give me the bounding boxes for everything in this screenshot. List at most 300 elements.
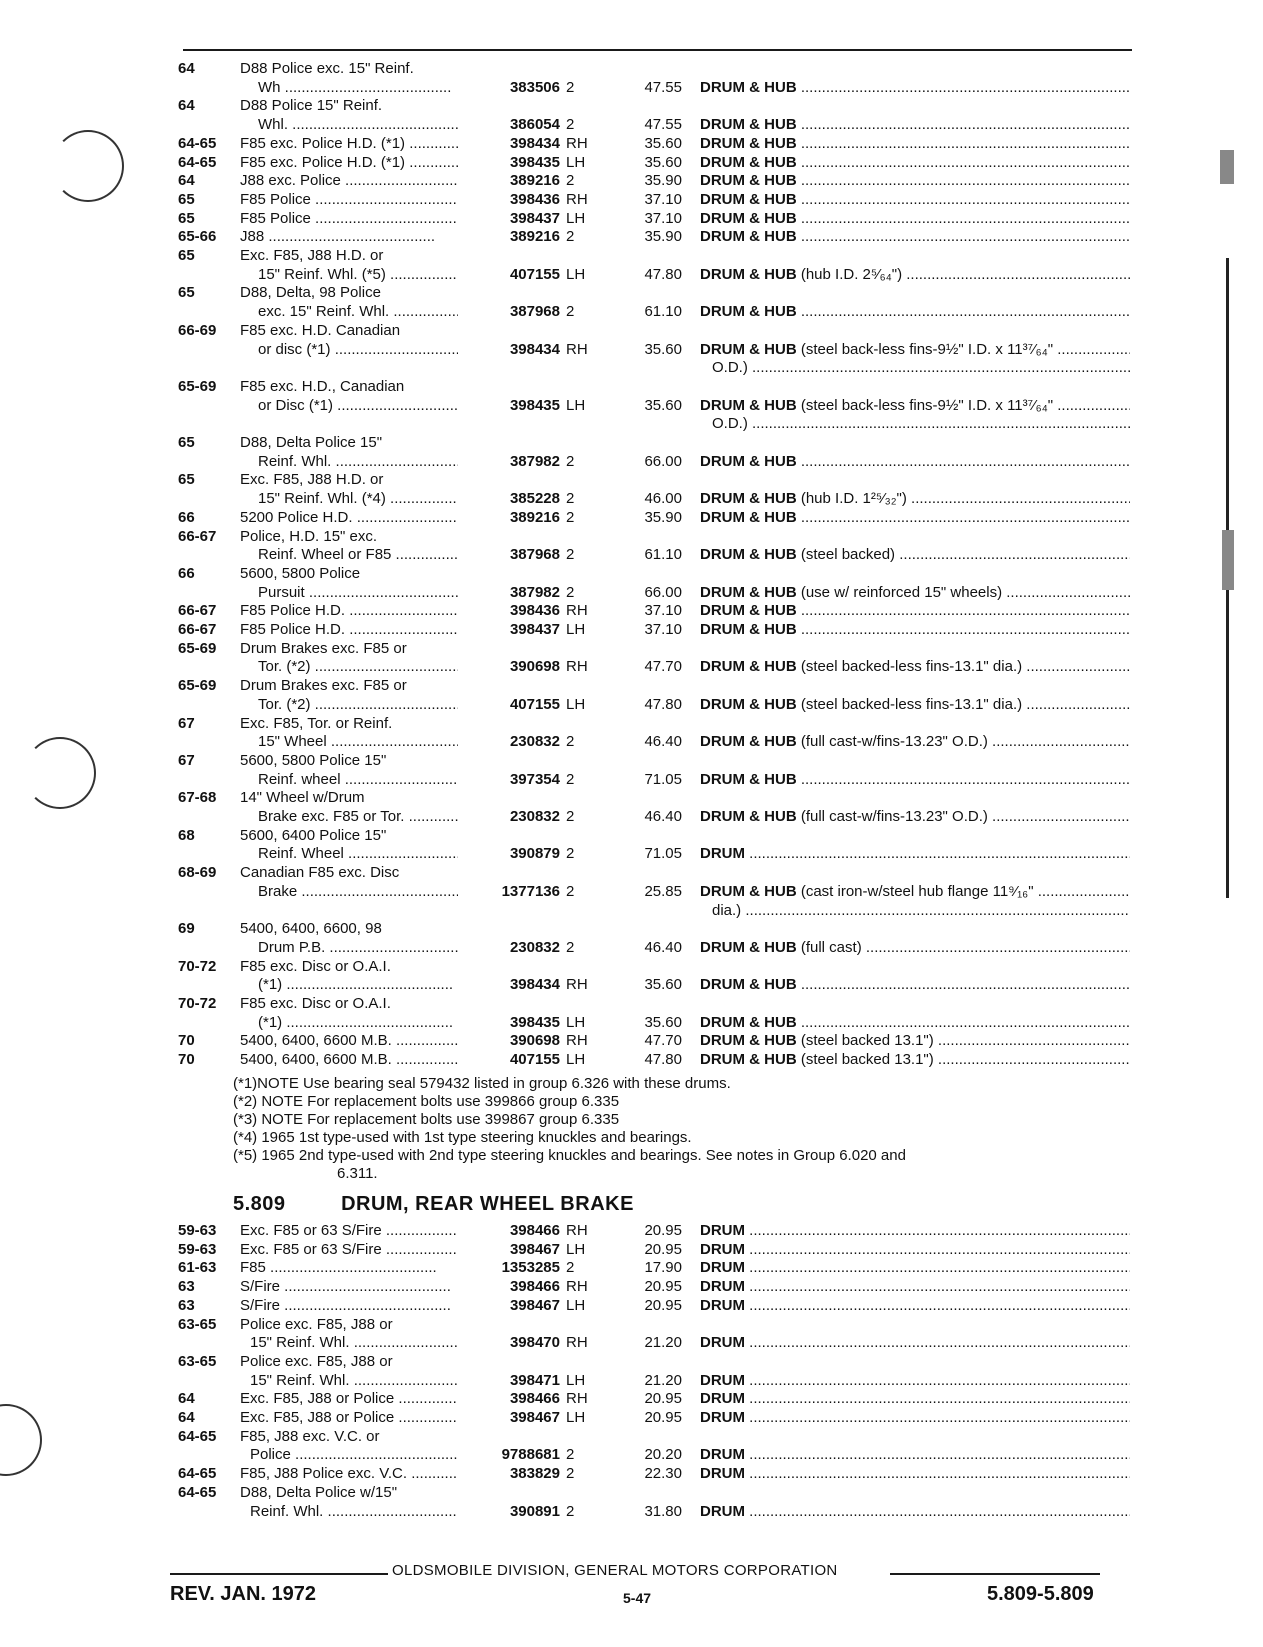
model-years: 64	[178, 172, 195, 190]
list-price: 47.80	[644, 695, 682, 713]
list-price: 37.10	[644, 621, 682, 638]
footer-rule-right	[890, 1573, 1100, 1575]
list-price: 37.10	[644, 209, 682, 227]
footer-group-range: 5.809-5.809	[987, 1583, 1094, 1605]
section-number: 5.809	[233, 1193, 286, 1215]
table-row	[0, 640, 1263, 658]
table-row-continuation	[0, 584, 1263, 602]
part-spec: (full cast)	[800, 938, 862, 956]
model-years: 69	[178, 920, 195, 938]
quantity: 2	[566, 546, 575, 564]
part-name-label: DRUM & HUB	[700, 1051, 797, 1069]
quantity: 2	[566, 1259, 575, 1277]
quantity: 2	[566, 733, 575, 751]
model-years: 65	[178, 247, 195, 264]
application-description-continued: Reinf. Wheel .....	[258, 845, 458, 863]
part-name	[700, 1334, 1130, 1352]
part-name	[700, 1278, 1130, 1296]
model-years: 67	[178, 714, 195, 732]
part-number: 390698	[509, 1032, 560, 1050]
list-price: 35.60	[644, 134, 682, 152]
model-years: 66-69	[178, 321, 217, 339]
quantity: 2	[566, 508, 575, 526]
model-years: 63	[178, 1278, 195, 1296]
application-description: D88 Police 15" Reinf.	[240, 97, 383, 115]
application-description: 5200 Police H.D. .....	[240, 509, 458, 527]
model-years: 65	[178, 434, 195, 451]
application-description: Exc. F85, J88 H.D. or	[240, 471, 384, 489]
footnote: (*1)NOTE Use bearing seal 579432 listed in group 6.326 with these drums.	[233, 1075, 731, 1092]
table-row-continuation	[0, 845, 1263, 863]
list-price: 61.10	[644, 546, 682, 564]
part-number: 386054	[509, 116, 560, 134]
quantity: 2	[566, 490, 575, 508]
table-row	[0, 210, 1263, 228]
model-years: 67-68	[178, 789, 217, 807]
model-years: 64-65	[178, 134, 217, 152]
application-description-continued: or Disc (*1) .....	[258, 397, 458, 415]
list-price: 17.90	[644, 1259, 682, 1277]
part-name-label: DRUM & HUB	[700, 153, 797, 171]
list-price: 47.70	[644, 1032, 682, 1050]
footnote: (*2) NOTE For replacement bolts use 399866 group 6.335	[233, 1093, 620, 1110]
part-name-label: DRUM & HUB	[700, 938, 797, 956]
part-spec: (full cast-w/fins-13.23" O.D.)	[800, 733, 988, 751]
part-number: 407155	[509, 695, 560, 713]
table-row-continuation	[0, 883, 1263, 901]
part-name-label: DRUM & HUB	[700, 340, 797, 358]
list-price: 71.05	[644, 770, 682, 788]
part-name-label: DRUM & HUB	[700, 209, 797, 227]
part-name	[700, 1297, 1130, 1315]
quantity: 2	[566, 938, 575, 956]
table-row	[0, 509, 1263, 527]
list-price: 61.10	[644, 303, 682, 321]
part-number: 390698	[509, 658, 560, 676]
model-years: 65	[178, 209, 195, 227]
application-description: 5400, 6400, 6600 M.B. .....	[240, 1051, 458, 1069]
model-years: 64-65	[178, 1465, 217, 1483]
table-row	[0, 920, 1263, 938]
part-number: 387982	[509, 452, 560, 470]
part-name	[700, 584, 1130, 602]
list-price: 20.95	[644, 1222, 682, 1239]
top-rule	[183, 49, 1132, 51]
application-description-continued: or disc (*1) .....	[258, 341, 458, 359]
part-number: 407155	[509, 1051, 560, 1069]
table-row	[0, 434, 1263, 452]
part-name	[700, 79, 1130, 97]
list-price: 21.20	[644, 1334, 682, 1352]
application-description-continued: Tor. (*2) .....	[258, 658, 458, 676]
application-description-continued: Reinf. Whl. .....	[250, 1503, 458, 1521]
part-spec: (steel back-less fins-9½" I.D. x 11³⁷⁄₆₄"	[800, 340, 1054, 358]
part-name	[700, 154, 1130, 172]
quantity: RH	[566, 1222, 588, 1239]
footnote: (*3) NOTE For replacement bolts use 399867 group 6.335	[233, 1111, 620, 1128]
part-name-label: DRUM	[700, 1222, 745, 1239]
part-spec: (steel backed)	[800, 546, 896, 564]
part-number: 390879	[509, 845, 560, 863]
part-name-label: DRUM	[700, 1334, 745, 1352]
table-row	[0, 284, 1263, 302]
quantity: LH	[566, 209, 586, 227]
part-name	[700, 210, 1130, 228]
model-years: 65	[178, 471, 195, 489]
quantity: RH	[566, 1390, 588, 1408]
part-name-label: DRUM & HUB	[700, 265, 797, 283]
table-row	[0, 621, 1263, 639]
part-name-label: DRUM & HUB	[700, 976, 797, 994]
application-description: Drum Brakes exc. F85 or	[240, 677, 407, 695]
application-description: J88 exc. Police .....	[240, 172, 458, 190]
part-name-label: DRUM & HUB	[700, 134, 797, 152]
quantity: 2	[566, 172, 575, 190]
part-name-label: DRUM & HUB	[700, 546, 797, 564]
table-row	[0, 1316, 1263, 1334]
part-name	[700, 303, 1130, 321]
part-name	[700, 1372, 1130, 1390]
footer-revision: REV. JAN. 1972	[170, 1583, 317, 1605]
part-spec: (steel back-less fins-9½" I.D. x 11³⁷⁄₆₄"	[800, 396, 1054, 414]
part-name-label: DRUM & HUB	[700, 733, 797, 751]
table-row	[0, 1484, 1263, 1502]
part-name	[700, 1409, 1130, 1427]
part-name	[700, 397, 1130, 415]
part-name-label: DRUM	[700, 845, 745, 863]
application-description: Exc. F85 or 63 S/Fire .....	[240, 1222, 458, 1240]
part-name	[700, 1032, 1130, 1050]
model-years: 64	[178, 1409, 195, 1426]
footnotes	[233, 1075, 1113, 1183]
application-description: F85 exc. Disc or O.A.I.	[240, 995, 391, 1012]
model-years: 65-66	[178, 228, 217, 246]
table-row	[0, 154, 1263, 172]
quantity: LH	[566, 1371, 586, 1389]
application-description: Drum Brakes exc. F85 or	[240, 639, 407, 657]
table-row-continuation	[0, 976, 1263, 994]
application-description: 5600, 5800 Police 15"	[240, 751, 387, 769]
part-spec: (steel backed 13.1")	[800, 1051, 934, 1069]
model-years: 66	[178, 508, 195, 526]
model-years: 64-65	[178, 1483, 217, 1501]
model-years: 64	[178, 60, 195, 77]
list-price: 20.95	[644, 1278, 682, 1296]
table-row	[0, 135, 1263, 153]
application-description: D88, Delta, 98 Police	[240, 284, 381, 302]
part-name	[700, 771, 1130, 789]
table-row-continuation	[0, 939, 1263, 957]
model-years: 70	[178, 1051, 195, 1069]
part-name	[700, 939, 1130, 957]
model-years: 65	[178, 284, 195, 302]
part-number: 385228	[509, 490, 560, 508]
part-name-label: DRUM & HUB	[700, 303, 797, 321]
table-row-continuation	[0, 359, 1263, 377]
part-name-label: DRUM & HUB	[700, 490, 797, 508]
application-description: Exc. F85, Tor. or Reinf.	[240, 714, 393, 732]
part-name-label: DRUM	[700, 1465, 745, 1483]
part-number: 389216	[509, 228, 560, 246]
application-description: D88, Delta Police 15"	[240, 434, 383, 451]
part-number: 387982	[509, 583, 560, 601]
list-price: 37.10	[644, 602, 682, 620]
model-years: 59-63	[178, 1222, 217, 1239]
application-description-continued: 15" Reinf. Whl. .....	[250, 1334, 458, 1352]
part-name-label: DRUM & HUB	[700, 602, 797, 620]
quantity: LH	[566, 1409, 586, 1426]
model-years: 64-65	[178, 153, 217, 171]
part-name-label: DRUM & HUB	[700, 452, 797, 470]
part-name	[700, 1241, 1130, 1259]
part-number: 398471	[509, 1371, 560, 1389]
model-years: 70-72	[178, 995, 217, 1012]
table-row-continuation	[0, 266, 1263, 284]
application-description-continued: Brake .....	[258, 883, 458, 901]
part-name-label: DRUM	[700, 1296, 745, 1314]
table-row-continuation	[0, 453, 1263, 471]
application-description: F85, J88 exc. V.C. or	[240, 1427, 380, 1445]
application-description: Exc. F85, J88 or Police .....	[240, 1390, 458, 1408]
quantity: 2	[566, 1446, 575, 1464]
model-years: 68-69	[178, 864, 217, 882]
table-row-continuation	[0, 696, 1263, 714]
model-years: 66-67	[178, 527, 217, 545]
model-years: 66-67	[178, 602, 217, 620]
part-name	[700, 976, 1130, 994]
part-name-label: DRUM	[700, 1502, 745, 1520]
table-row-continuation	[0, 808, 1263, 826]
table-row	[0, 677, 1263, 695]
application-description: F85 Police .....	[240, 210, 458, 228]
part-name	[700, 172, 1130, 190]
application-description-continued: Tor. (*2) .....	[258, 696, 458, 714]
application-description: F85 Police H.D. .....	[240, 602, 458, 620]
application-description: D88 Police exc. 15" Reinf.	[240, 60, 414, 77]
table-row	[0, 378, 1263, 396]
quantity: LH	[566, 153, 586, 171]
table-row	[0, 1465, 1263, 1483]
application-description-continued: Reinf. Whl. .....	[258, 453, 458, 471]
table-row	[0, 1259, 1263, 1277]
part-name	[700, 1446, 1130, 1464]
part-number: 398435	[509, 396, 560, 414]
list-price: 25.85	[644, 882, 682, 900]
quantity: 2	[566, 1465, 575, 1483]
part-name-label: DRUM & HUB	[700, 396, 797, 414]
application-description: F85 exc. Disc or O.A.I.	[240, 957, 391, 975]
part-number: 1377136	[501, 882, 560, 900]
application-description: Canadian F85 exc. Disc	[240, 864, 400, 882]
section-heading	[233, 1193, 634, 1216]
list-price: 47.80	[644, 1051, 682, 1069]
model-years: 65	[178, 190, 195, 208]
part-number: 389216	[509, 172, 560, 190]
quantity: RH	[566, 1278, 588, 1296]
application-description-continued: Reinf. wheel .....	[258, 771, 458, 789]
application-description: F85, J88 Police exc. V.C. .....	[240, 1465, 458, 1483]
table-row	[0, 191, 1263, 209]
list-price: 66.00	[644, 452, 682, 470]
part-name	[700, 733, 1130, 751]
part-name	[700, 191, 1130, 209]
part-name	[700, 1503, 1130, 1521]
part-number: 398435	[509, 153, 560, 171]
part-number: 398434	[509, 134, 560, 152]
quantity: LH	[566, 1240, 586, 1258]
list-price: 22.30	[644, 1465, 682, 1483]
part-number: 1353285	[501, 1259, 560, 1277]
application-description: F85 Police .....	[240, 191, 458, 209]
application-description-continued: Brake exc. F85 or Tor. .....	[258, 808, 458, 826]
list-price: 35.90	[644, 508, 682, 526]
quantity: 2	[566, 78, 575, 96]
quantity: 2	[566, 452, 575, 470]
table-row	[0, 1032, 1263, 1050]
list-price: 46.40	[644, 938, 682, 956]
application-description-continued: Whl. .....	[258, 116, 458, 134]
model-years: 63	[178, 1296, 195, 1314]
application-description-continued: (*1) .....	[258, 1014, 458, 1032]
application-description: Police, H.D. 15" exc.	[240, 527, 378, 545]
part-name	[700, 509, 1130, 527]
list-price: 21.20	[644, 1371, 682, 1389]
model-years: 67	[178, 751, 195, 769]
part-name	[700, 696, 1130, 714]
list-price: 35.90	[644, 172, 682, 190]
table-row-continuation	[0, 341, 1263, 359]
quantity: RH	[566, 658, 588, 676]
part-name-label: DRUM & HUB	[700, 508, 797, 526]
quantity: LH	[566, 396, 586, 414]
table-row	[0, 602, 1263, 620]
list-price: 46.40	[644, 808, 682, 825]
table-row-continuation	[0, 1372, 1263, 1390]
part-spec-continued: O.D.) .....	[712, 359, 1130, 377]
quantity: 2	[566, 583, 575, 601]
part-number: 398437	[509, 621, 560, 638]
table-row	[0, 60, 1263, 78]
part-name-label: DRUM & HUB	[700, 770, 797, 788]
part-name	[700, 116, 1130, 134]
part-name	[700, 845, 1130, 863]
part-name-label: DRUM	[700, 1390, 745, 1408]
part-name-label: DRUM & HUB	[700, 78, 797, 96]
application-description: Police exc. F85, J88 or	[240, 1315, 393, 1333]
part-name-label: DRUM & HUB	[700, 190, 797, 208]
part-name-label: DRUM & HUB	[700, 583, 797, 601]
table-row	[0, 1353, 1263, 1371]
list-price: 71.05	[644, 845, 682, 863]
part-name	[700, 341, 1130, 359]
application-description-continued: 15" Reinf. Whl. .....	[250, 1372, 458, 1390]
part-number: 230832	[509, 808, 560, 825]
list-price: 46.00	[644, 490, 682, 508]
list-price: 35.60	[644, 976, 682, 994]
part-name-label: DRUM & HUB	[700, 228, 797, 246]
part-number: 398435	[509, 1013, 560, 1031]
part-number: 398434	[509, 976, 560, 994]
quantity: 2	[566, 882, 575, 900]
table-row	[0, 471, 1263, 489]
table-row-continuation	[0, 397, 1263, 415]
list-price: 35.60	[644, 153, 682, 171]
quantity: RH	[566, 134, 588, 152]
table-row-continuation	[0, 79, 1263, 97]
model-years: 64	[178, 1390, 195, 1408]
application-description-continued: (*1) .....	[258, 976, 458, 994]
application-description-continued: Reinf. Wheel or F85 .....	[258, 546, 458, 564]
part-spec: (use w/ reinforced 15" wheels)	[800, 583, 1003, 601]
list-price: 20.95	[644, 1296, 682, 1314]
part-number: 9788681	[501, 1446, 560, 1464]
quantity: LH	[566, 1296, 586, 1314]
model-years: 61-63	[178, 1259, 217, 1277]
table-row	[0, 827, 1263, 845]
application-description: Exc. F85 or 63 S/Fire .....	[240, 1241, 458, 1259]
quantity: 2	[566, 845, 575, 863]
table-row	[0, 322, 1263, 340]
quantity: LH	[566, 695, 586, 713]
table-row	[0, 528, 1263, 546]
part-name-label: DRUM & HUB	[700, 116, 797, 134]
list-price: 35.90	[644, 228, 682, 246]
table-row-continuation	[0, 116, 1263, 134]
part-spec: (hub I.D. 2⁵⁄₆₄")	[800, 265, 903, 283]
part-name-label: DRUM	[700, 1259, 745, 1277]
quantity: 2	[566, 228, 575, 246]
part-name-label: DRUM & HUB	[700, 882, 797, 900]
part-name	[700, 1051, 1130, 1069]
part-spec: (cast iron-w/steel hub flange 11⁹⁄₁₆"	[800, 882, 1034, 900]
part-number: 383506	[509, 78, 560, 96]
part-number: 398470	[509, 1334, 560, 1352]
part-number: 398467	[509, 1296, 560, 1314]
footer-page-number: 5-47	[623, 1590, 652, 1606]
part-number: 230832	[509, 938, 560, 956]
part-number: 383829	[509, 1465, 560, 1483]
part-name	[700, 266, 1130, 284]
part-name-label: DRUM	[700, 1446, 745, 1464]
part-spec: (steel backed-less fins-13.1" dia.)	[800, 695, 1023, 713]
table-row-continuation	[0, 733, 1263, 751]
quantity: RH	[566, 1032, 588, 1050]
part-number: 398434	[509, 340, 560, 358]
part-spec: (full cast-w/fins-13.23" O.D.)	[800, 808, 988, 825]
part-name	[700, 1222, 1130, 1240]
part-name-label: DRUM	[700, 1409, 745, 1426]
model-years: 68	[178, 826, 195, 844]
part-name-label: DRUM & HUB	[700, 1013, 797, 1031]
application-description: F85 Police H.D. .....	[240, 621, 458, 639]
quantity: 2	[566, 770, 575, 788]
table-row	[0, 228, 1263, 246]
part-spec: (hub I.D. 1²⁵⁄₃₂")	[800, 490, 907, 508]
model-years: 64-65	[178, 1427, 217, 1445]
part-name	[700, 546, 1130, 564]
model-years: 66	[178, 564, 195, 582]
table-row	[0, 565, 1263, 583]
quantity: 2	[566, 116, 575, 134]
part-number: 387968	[509, 303, 560, 321]
footnote-continuation: 6.311.	[337, 1165, 378, 1182]
table-row-continuation	[0, 490, 1263, 508]
application-description: 5600, 6400 Police 15"	[240, 826, 387, 844]
application-description-continued: exc. 15" Reinf. Whl. .....	[258, 303, 458, 321]
quantity: RH	[566, 976, 588, 994]
part-name-label: DRUM & HUB	[700, 695, 797, 713]
list-price: 35.60	[644, 1013, 682, 1031]
